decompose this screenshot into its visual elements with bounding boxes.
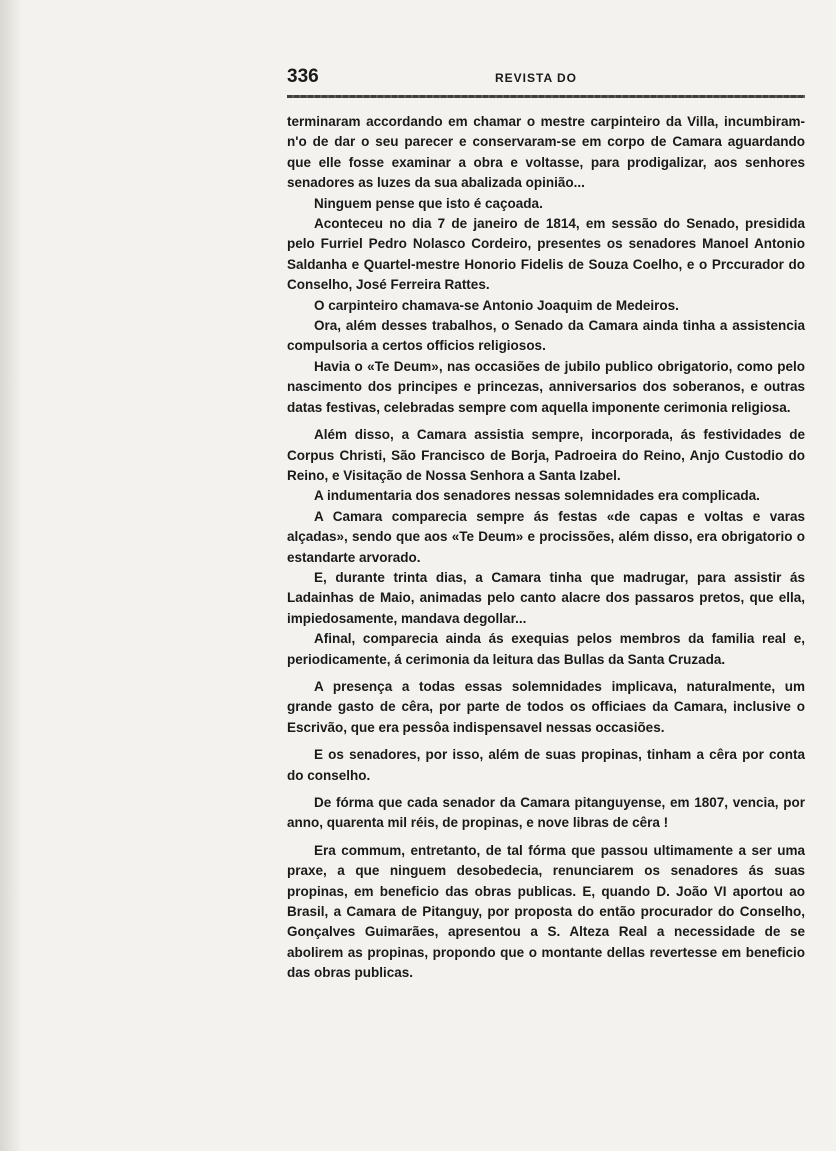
paragraph: Além disso, a Camara assistia sempre, incorporada, ás festividades de Corpus Christi, São Francisco de Borja, Padroeira do Reino, Anjo Custodio do Reino, e Visitação de Nossa Senhora a Santa Izabel. xyxy=(287,427,805,483)
header-rule xyxy=(287,95,805,98)
paragraph: Ora, além desses trabalhos, o Senado da Camara ainda tinha a assistencia compulsoria a certos officios religiosos. xyxy=(287,318,805,354)
paragraph: De fórma que cada senador da Camara pitanguyense, em 1807, vencia, por anno, quarenta mil réis, de propinas, e nove libras de cêra ! xyxy=(287,795,805,831)
paragraph: E, durante trinta dias, a Camara tinha que madrugar, para assistir ás Ladainhas de Maio, animadas pelo canto alacre dos passaros pretos, que ella, impiedosamente, mandava degollar... xyxy=(287,569,805,626)
paragraph: Afinal, comparecia ainda ás exequias pelos membros da familia real e, periodicamente, á cerimonia da leitura das Bullas da Santa Cruzada. xyxy=(287,631,805,667)
paragraph: terminaram accordando em chamar o mestre carpinteiro da Villa, incumbiram-n'o de dar o seu parecer e conservaram-se em corpo de Camara aguardando que elle fosse examinar a obra e voltasse, para prodigalizar, aos senhores senadores as luzes da sua abalizada opinião... xyxy=(287,114,805,191)
paragraph: A presença a todas essas solemnidades implicava, naturalmente, um grande gasto de cêra, por parte de todos os officiaes da Camara, inclusive o Escrivão, que era pessôa indispensavel nessas occasiões. xyxy=(287,678,805,735)
page-edge-shadow xyxy=(0,0,22,1151)
paragraph: A indumentaria dos senadores nessas solemnidades era complicada. xyxy=(314,488,760,504)
paragraph: Era commum, entretanto, de tal fórma que passou ultimamente a ser uma praxe, a que ninguem desobedecia, renunciarem os senadores ás suas propinas, em beneficio das obras publicas. E, quando D. João VI aportou ao Brasil, a Camara de Pitanguy, por proposta do então procurador do Conselho, Gonçalves Guimarães, apresentou a S. Alteza Real a necessidade de se abolirem as propinas, propondo que o montante dellas revertesse em beneficio das obras publicas. xyxy=(287,842,805,981)
paragraph: Havia o «Te Deum», nas occasiões de jubilo publico obrigatorio, como pelo nascimento dos principes e princezas, anniversarios dos soberanos, e outras datas festivas, celebradas sempre com aquella imponente cerimonia religiosa. xyxy=(287,358,805,415)
page-header xyxy=(287,66,807,92)
paragraph: A Camara comparecia sempre ás festas «de capas e voltas e varas alçadas», sendo que aos «Te Deum» e procissões, além disso, era obrigatorio o estandarte arvorado. xyxy=(287,508,805,565)
running-title: REVISTA DO xyxy=(495,71,578,85)
paragraph: E os senadores, por isso, além de suas propinas, tinham a cêra por conta do conselho. xyxy=(287,747,805,783)
page-number: 336 xyxy=(287,66,319,87)
paragraph: O carpinteiro chamava-se Antonio Joaquim de Medeiros. xyxy=(314,297,679,313)
paragraph: Aconteceu no dia 7 de janeiro de 1814, em sessão do Senado, presidida pelo Furriel Pedro Nolasco Cordeiro, presentes os senadores Manoel Antonio Saldanha e Quartel-mestre Honorio Fidelis de Souza Coelho, e o Prccurador do Conselho, José Ferreira Rattes. xyxy=(287,216,805,293)
paragraph: Ninguem pense que isto é caçoada. xyxy=(314,195,543,211)
body-text xyxy=(287,112,805,984)
